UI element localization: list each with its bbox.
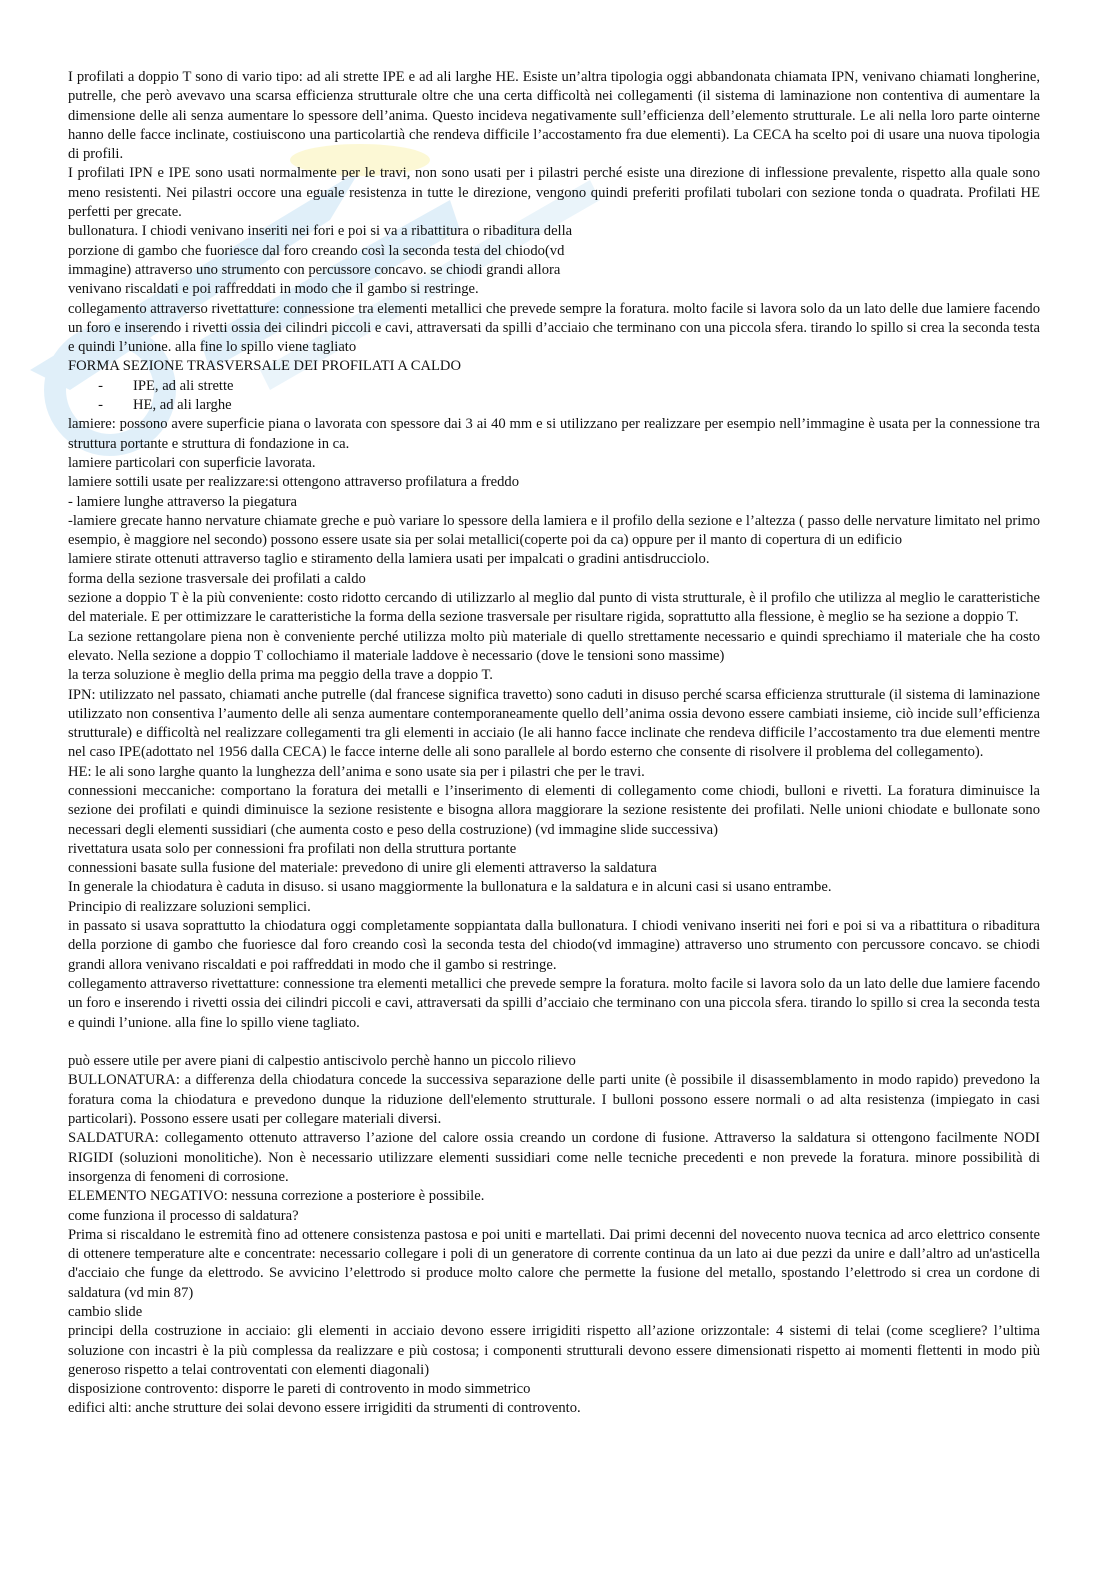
list-item-text: HE, ad ali larghe: [133, 397, 232, 414]
paragraph: sezione a doppio T è la più conveniente: costo ridotto cercando di utilizzarlo al meglio dal punto di vista strutturale, è il profilo che utilizza al meglio le caratteristiche del materiale. E per ottimizzare le caratteristiche la forma della sezione trasversale per risultare rigida, soprattutto alla flessione, è meglio se ha sezione a doppio T.: [68, 590, 1040, 626]
paragraph: Principio di realizzare soluzioni semplici.: [68, 898, 311, 915]
paragraph: La sezione rettangolare piena non è conveniente perché utilizza molto più materiale di quello strettamente necessario e quindi sprechiamo il materiale che ha costo elevato. Nella sezione a doppio T collochiamo il materiale laddove è necessario (dove le tensioni sono massime): [68, 628, 1040, 664]
paragraph: - lamiere lunghe attraverso la piegatura: [68, 493, 297, 510]
paragraph: HE: le ali sono larghe quanto la lunghezza dell’anima e sono usate sia per i pilastri che per le travi.: [68, 763, 645, 780]
paragraph: rivettatura usata solo per connessioni fra profilati non della struttura portante: [68, 840, 517, 857]
paragraph: collegamento attraverso rivettatture: connessione tra elementi metallici che prevede sempre la foratura. molto facile si lavora solo da un lato delle due lamiere facendo un foro e inserendo i rivetti ossia dei cilindri piccoli e cavi, attraversati da spilli d’acciaio che terminano con una piccola sfera. tirando lo spillo si crea la seconda testa e quindi l’unione. alla fine lo spillo viene tagliato: [68, 300, 1040, 356]
blank-line: [68, 1033, 1040, 1052]
paragraph: lamiere stirate ottenuti attraverso taglio e stiramento della lamiera usati per impalcati o gradini antisdrucciolo.: [68, 551, 710, 568]
paragraph: lamiere particolari con superficie lavorata.: [68, 454, 316, 471]
paragraph: IPN: utilizzato nel passato, chiamati anche putrelle (dal francese significa travetto) sono caduti in disuso perché scarsa efficienza strutturale (il sistema di laminazione utilizzato non consentiva l’aumento delle ali senza aumentare contemporaneamente quello dell’anima ossia devono essere cambiati insieme, ciò incide sull’efficienza strutturale) e difficoltà nel realizzare collegamenti tra gli elementi in acciaio (le ali hanno facce inclinate che rendeva difficile l’accostamento tra due elementi mentre nel caso IPE(adottato nel 1956 dalla CECA) le facce interne delle ali sono parallele al bordo esterno che consente di risolvere il problema del collegamento).: [68, 686, 1040, 761]
paragraph: In generale la chiodatura è caduta in disuso. si usano maggiormente la bullonatura e la saldatura e in alcuni casi si usano entrambe.: [68, 879, 832, 896]
list-item-text: IPE, ad ali strette: [133, 377, 234, 394]
section-heading: FORMA SEZIONE TRASVERSALE DEI PROFILATI A CALDO: [68, 358, 461, 375]
paragraph: lamiere: possono avere superficie piana o lavorata con spessore dai 3 ai 40 mm e si utilizzano per realizzare per esempio nell’immagine è usata per la connessione tra struttura portante e struttura di fondazione in ca.: [68, 416, 1040, 452]
paragraph: principi della costruzione in acciaio: gli elementi in acciaio devono essere irrigiditi rispetto all’azione orizzontale: 4 sistemi di telai (come scegliere? l’ultima soluzione con incastri è la più complessa da realizzare e più costosa; i componenti strutturali devono essere dimensionati rispetto ai momenti flettenti in modo più generoso rispetto a telai controventati con elementi diagonali): [68, 1323, 1040, 1378]
paragraph: Prima si riscaldano le estremità fino ad ottenere consistenza pastosa e poi uniti e martellati. Dai primi decenni del novecento nuova tecnica ad arco elettrico consente di ottenere temperature alte e concentrate: necessario collegare i poli di un generatore di corrente continua da un lato ai due pezzi da unire e dall’altro ad un'asticella d'acciaio che funge da elettrodo. Se avvicino l’elettrodo si produce molto calore che permette la fusione del metallo, spostando l’elettrodo si crea un cordone di saldatura (vd min 87): [68, 1226, 1040, 1301]
paragraph: bullonatura. I chiodi venivano inseriti nei fori e poi si va a ribattitura o ribaditura della: [68, 223, 573, 240]
paragraph: collegamento attraverso rivettatture: connessione tra elementi metallici che prevede sempre la foratura. molto facile si lavora solo da un lato delle due lamiere facendo un foro e inserendo i rivetti ossia dei cilindri piccoli e cavi, attraversati da spilli d’acciaio che terminano con una piccola sfera. tirando lo spillo si crea la seconda testa e quindi l’unione. alla fine lo spillo viene tagliato.: [68, 975, 1040, 1031]
paragraph: ELEMENTO NEGATIVO: nessuna correzione a posteriore è possibile.: [68, 1188, 485, 1205]
paragraph: -lamiere grecate hanno nervature chiamate greche e può variare lo spessore della lamiera e il profilo della sezione e l’altezza ( passo delle nervature limitato nel primo esempio, è maggiore nel secondo) possono essere usate sia per solai metallici(coperte poi da ca) oppure per il manto di copertura di un edificio: [68, 512, 1040, 549]
paragraph: porzione di gambo che fuoriesce dal foro creando così la seconda testa del chiodo(vd: [68, 242, 565, 259]
paragraph: I profilati IPN e IPE sono usati normalmente per le travi, non sono usati per i pilastri perché esiste una direzione di inflessione prevalente, rispetto alla quale sono meno resistenti. Nei pilastri occore una eguale resistenza in tutte le direzione, vengono quindi preferiti profilati tubolari con sezione tonda o quadrata. Profilati HE perfetti per grecate.: [68, 165, 1040, 221]
document-body: [68, 68, 1040, 1419]
paragraph: connessioni meccaniche: comportano la foratura dei metalli e l’inserimento di elementi di collegamento come chiodi, bulloni e rivetti. La foratura diminuisce la sezione dei profilati e quindi diminuisce la sezione resistente e bisogna allora maggiorare la sezione resistente dei profilati. Nelle unioni chiodate e bullonate sono necessari degli elementi sussidiari (che aumenta costo e peso della costruzione) (vd immagine slide successiva): [68, 782, 1040, 838]
paragraph: la terza soluzione è meglio della prima ma peggio della trave a doppio T.: [68, 667, 493, 684]
paragraph: cambio slide: [68, 1304, 143, 1320]
paragraph: SALDATURA: collegamento ottenuto attraverso l’azione del calore ossia creando un cordone di fusione. Attraverso la saldatura si ottengono facilmente NODI RIGIDI (soluzioni monolitiche). Non è necessario utilizzare elementi sussidiari come nelle tecniche precedenti e non prevede la foratura. minore possibilità di insorgenza di fenomeni di corrosione.: [68, 1130, 1040, 1185]
paragraph: connessioni basate sulla fusione del materiale: prevedono di unire gli elementi attraverso la saldatura: [68, 860, 657, 877]
paragraph: venivano riscaldati e poi raffreddati in modo che il gambo si restringe.: [68, 281, 479, 298]
paragraph: può essere utile per avere piani di calpestio antiscivolo perchè hanno un piccolo rilievo: [68, 1053, 576, 1070]
paragraph: edifici alti: anche strutture dei solai devono essere irrigiditi da strumenti di controvento.: [68, 1400, 581, 1417]
paragraph: lamiere sottili usate per realizzare:si ottengono attraverso profilatura a freddo: [68, 474, 519, 491]
paragraph: disposizione controvento: disporre le pareti di controvento in modo simmetrico: [68, 1381, 531, 1398]
paragraph: immagine) attraverso uno strumento con percussore concavo. se chiodi grandi allora: [68, 261, 561, 278]
paragraph: BULLONATURA: a differenza della chiodatura concede la successiva separazione delle parti unite (è possibile il disassemblamento in modo rapido) prevedono la foratura coma la chiodatura e prevedono dunque la riduzione dell'elemento strutturale. I bulloni possono essere normali o ad alta resistenza (impiegato in casi particolari). Possono essere usati per collegare materiali diversi.: [68, 1072, 1040, 1128]
list-item: [68, 377, 1040, 396]
paragraph: in passato si usava soprattutto la chiodatura oggi completamente soppiantata dalla bullonatura. I chiodi venivano inseriti nei fori e poi si va a ribattitura o ribaditura della porzione di gambo che fuoriesce dal foro creando così la seconda testa del chiodo(vd immagine) attraverso uno strumento con percussore concavo. se chiodi grandi allora venivano riscaldati e poi raffreddati in modo che il gambo si restringe.: [68, 918, 1040, 973]
paragraph: come funziona il processo di saldatura?: [68, 1207, 299, 1224]
list-item: [68, 396, 1040, 415]
bullet-dash: -: [98, 397, 103, 414]
bullet-dash: -: [98, 377, 103, 394]
paragraph: forma della sezione trasversale dei profilati a caldo: [68, 570, 366, 587]
paragraph: I profilati a doppio T sono di vario tipo: ad ali strette IPE e ad ali larghe HE. Esiste un’altra tipologia oggi abbandonata chiamata IPN, venivano chiamati longherine, putrelle, che però avevavo una scarsa efficienza strutturale oltre che una certa difficoltà nei collegamenti (il sistema di laminazione non contentiva di aumentare la dimensione delle ali senza aumentare lo spessore dell’anima. Questo incideva negativamente sull’efficienza dell’elemento strutturale. Le ali nella loro parte ointerne hanno delle facce inclinate, costiuiscono una particolartià che rendeva difficile l’accostamento fra due elementi). La CECA ha scelto poi di usare una nuova tipologia di profili.: [68, 69, 1040, 163]
